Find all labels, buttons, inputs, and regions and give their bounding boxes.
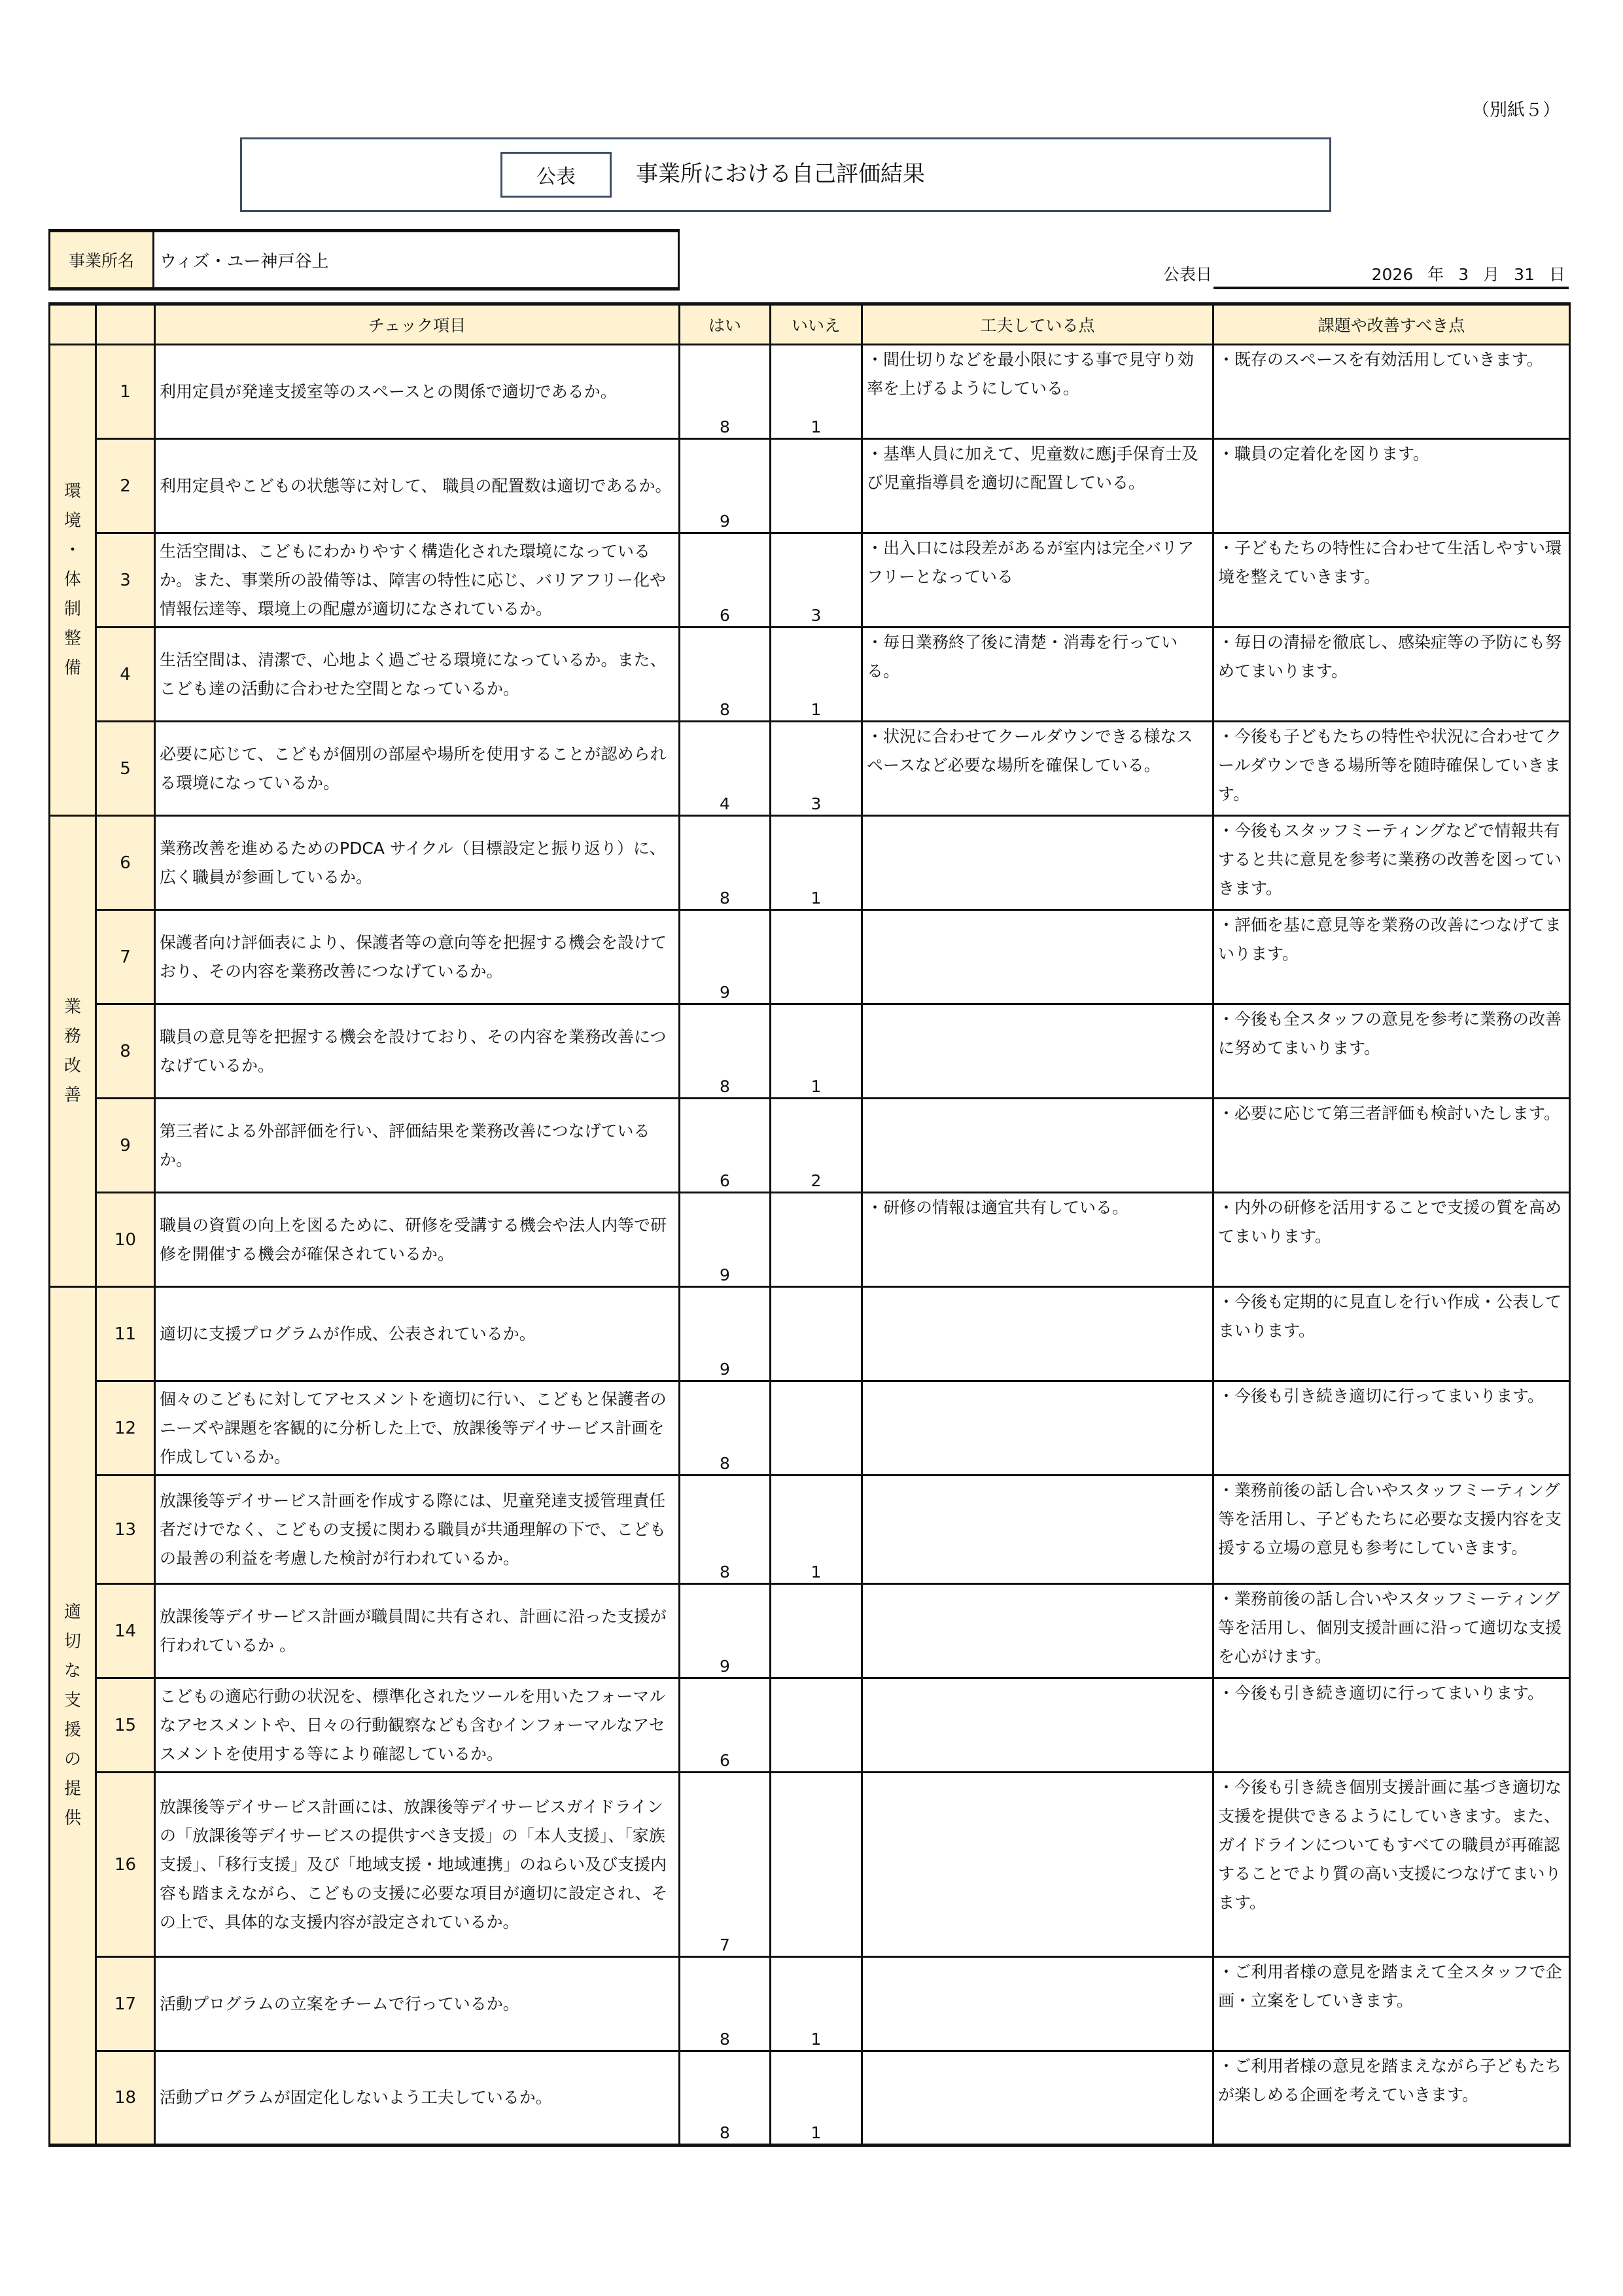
publish-day: 31 [1514,265,1535,284]
category-header [50,304,96,345]
check-item: 生活空間は、こどもにわかりやすく構造化された環境になっているか。また、事業所の設備等は、障害の特性に応じ、バリアフリー化や情報伝達等、環境上の配慮が適切になされているか。 [155,533,680,627]
category-char: 環 [63,482,81,501]
table-row [50,1475,1570,1584]
yes-count: 6 [680,533,771,627]
check-item: 業務改善を進めるためのPDCA サイクル（目標設定と振り返り）に、広く職員が参画しているか。 [155,816,680,910]
efforts-cell [862,1381,1213,1475]
check-item: 生活空間は、清潔で、心地よく過ごせる環境になっているか。また、こども達の活動に合わせた空間となっているか。 [155,627,680,722]
issues-cell: ・既存のスペースを有効活用していきます。 [1213,345,1570,439]
category-char: 備 [63,658,81,678]
yes-count: 9 [680,439,771,533]
no-count: 1 [771,1475,862,1584]
yes-count: 8 [680,816,771,910]
efforts-cell [862,1773,1213,1957]
category-char: 体 [63,570,81,590]
page-title: 事業所における自己評価結果 [636,161,925,187]
attachment-label: （別紙５） [1472,100,1560,120]
efforts-cell: ・間仕切りなどを最小限にする事で見守り効率を上げるようにしている。 [862,345,1213,439]
no-count: 1 [771,1004,862,1099]
issues-cell: ・ご利用者様の意見を踏まえながら子どもたちが楽しめる企画を考えていきます。 [1213,2051,1570,2146]
row-number: 18 [96,2051,155,2146]
self-evaluation-table [48,302,1571,2147]
no-count: 1 [771,816,862,910]
issues-cell: ・子どもたちの特性に合わせて生活しやすい環境を整えていきます。 [1213,533,1570,627]
issues-cell: ・今後も全スタッフの意見を参考に業務の改善に努めてまいります。 [1213,1004,1570,1099]
table-row [50,2051,1570,2146]
check-item: 利用定員が発達支援室等のスペースとの関係で適切であるか。 [155,345,680,439]
row-number: 16 [96,1773,155,1957]
publish-month-unit: 月 [1483,265,1500,284]
row-number: 14 [96,1584,155,1678]
efforts-cell [862,816,1213,910]
number-header [96,304,155,345]
table-header-row [50,304,1570,345]
no-count [771,1773,862,1957]
table-row [50,1099,1570,1193]
category-char: 切 [63,1632,81,1651]
issues-cell: ・今後もスタッフミーティングなどで情報共有すると共に意見を参考に業務の改善を図っていきます。 [1213,816,1570,910]
issues-cell: ・内外の研修を活用することで支援の質を高めてまいります。 [1213,1193,1570,1287]
no-count [771,1678,862,1773]
issues-cell: ・職員の定着化を図ります。 [1213,439,1570,533]
issues-cell: ・評価を基に意見等を業務の改善につなげてまいります。 [1213,910,1570,1004]
category-char: の [63,1750,81,1769]
no-count [771,910,862,1004]
category-char: 供 [63,1809,81,1828]
issues-cell: ・業務前後の話し合いやスタッフミーティング等を活用し、子どもたちに必要な支援内容を支援する立場の意見も参考にしていきます。 [1213,1475,1570,1584]
no-count [771,1193,862,1287]
efforts-cell: ・基準人員に加えて、児童数に應j手保育士及び児童指導員を適切に配置している。 [862,439,1213,533]
check-item: こどもの適応行動の状況を、標準化されたツールを用いたフォーマルなアセスメントや、日々の行動観察なども含むインフォーマルなアセスメントを使用する等により確認しているか。 [155,1678,680,1773]
efforts-cell [862,910,1213,1004]
table-row [50,1287,1570,1381]
table-row [50,1584,1570,1678]
row-number: 9 [96,1099,155,1193]
category-char: 善 [63,1085,81,1105]
yes-count: 8 [680,1381,771,1475]
no-count [771,1287,862,1381]
efforts-cell [862,1678,1213,1773]
no-count [771,439,862,533]
category-char: 制 [63,599,81,619]
yes-count: 8 [680,345,771,439]
table-row [50,1773,1570,1957]
no-count: 3 [771,533,862,627]
publish-date [1213,262,1565,285]
check-item: 活動プログラムが固定化しないよう工夫しているか。 [155,2051,680,2146]
check-item-header: チェック項目 [155,304,680,345]
efforts-header: 工夫している点 [862,304,1213,345]
table-row [50,1004,1570,1099]
table-row [50,1193,1570,1287]
category-char: 支 [63,1691,81,1710]
no-header: いいえ [771,304,862,345]
issues-cell: ・ご利用者様の意見を踏まえて全スタッフで企画・立案をしていきます。 [1213,1957,1570,2051]
publish-date-underline [1213,287,1569,289]
category-char: 整 [63,629,81,648]
no-count [771,1381,862,1475]
issues-cell: ・業務前後の話し合いやスタッフミーティング等を活用し、個別支援計画に沿って適切な支援を心がけます。 [1213,1584,1570,1678]
category-cell [50,816,96,1287]
publish-month: 3 [1458,265,1469,284]
efforts-cell: ・毎日業務終了後に清楚・消毒を行っている。 [862,627,1213,722]
efforts-cell [862,2051,1213,2146]
no-count: 3 [771,722,862,816]
efforts-cell: ・状況に合わせてクールダウンできる様なスペースなど必要な場所を確保している。 [862,722,1213,816]
publish-badge: 公表 [500,152,612,198]
category-cell [50,345,96,816]
check-item: 活動プログラムの立案をチームで行っているか。 [155,1957,680,2051]
no-count [771,1584,862,1678]
yes-count: 9 [680,1193,771,1287]
no-count: 1 [771,345,862,439]
efforts-cell [862,1584,1213,1678]
table-row [50,910,1570,1004]
check-item: 個々のこどもに対してアセスメントを適切に行い、こどもと保護者のニーズや課題を客観的に分析した上で、放課後等デイサービス計画を作成しているか。 [155,1381,680,1475]
check-item: 職員の資質の向上を図るために、研修を受講する機会や法人内等で研修を開催する機会が確保されているか。 [155,1193,680,1287]
category-char: ・ [63,540,81,560]
category-char: 務 [63,1026,81,1046]
yes-count: 8 [680,1957,771,2051]
table-row [50,627,1570,722]
category-char: な [63,1661,81,1681]
row-number: 15 [96,1678,155,1773]
row-number: 12 [96,1381,155,1475]
efforts-cell: ・研修の情報は適宜共有している。 [862,1193,1213,1287]
yes-count: 6 [680,1099,771,1193]
row-number: 5 [96,722,155,816]
check-item: 放課後等デイサービス計画には、放課後等デイサービスガイドラインの「放課後等デイサービスの提供すべき支援」の「本人支援」、「家族支援」、「移行支援」及び「地域支援・地域連携」のねらい及び支援内容も踏まえながら、こどもの支援に必要な項目が適切に設定され、その上で、具体的な支援内容が設定されているか。 [155,1773,680,1957]
no-count: 1 [771,2051,862,2146]
row-number: 13 [96,1475,155,1584]
row-number: 10 [96,1193,155,1287]
publish-year: 2026 [1371,265,1414,284]
issues-cell: ・今後も引き続き適切に行ってまいります。 [1213,1678,1570,1773]
table-row [50,1957,1570,2051]
check-item: 必要に応じて、こどもが個別の部屋や場所を使用することが認められる環境になっているか。 [155,722,680,816]
category-char: 業 [63,997,81,1017]
efforts-cell [862,1004,1213,1099]
check-item: 第三者による外部評価を行い、評価結果を業務改善につなげているか。 [155,1099,680,1193]
yes-count: 9 [680,910,771,1004]
publish-date-label: 公表日 [1163,265,1213,284]
category-char: 改 [63,1055,81,1076]
row-number: 1 [96,345,155,439]
issues-cell: ・今後も引き続き適切に行ってまいります。 [1213,1381,1570,1475]
issues-header: 課題や改善すべき点 [1213,304,1570,345]
row-number: 7 [96,910,155,1004]
issues-cell: ・今後も子どもたちの特性や状況に合わせてクールダウンできる場所等を随時確保していきます。 [1213,722,1570,816]
category-cell [50,1287,96,2146]
publish-year-unit: 年 [1427,265,1444,284]
check-item: 職員の意見等を把握する機会を設けており、その内容を業務改善につなげているか。 [155,1004,680,1099]
yes-count: 8 [680,1004,771,1099]
table-row [50,345,1570,439]
no-count: 1 [771,627,862,722]
efforts-cell [862,1957,1213,2051]
yes-count: 9 [680,1287,771,1381]
yes-count: 9 [680,1584,771,1678]
category-char: 適 [63,1602,81,1622]
check-item: 保護者向け評価表により、保護者等の意向等を把握する機会を設けており、その内容を業務改善につなげているか。 [155,910,680,1004]
check-item: 放課後等デイサービス計画が職員間に共有され、計画に沿った支援が行われているか 。 [155,1584,680,1678]
publish-day-unit: 日 [1548,265,1565,284]
table-row [50,816,1570,910]
office-name-value: ウィズ・ユー神戸谷上 [160,251,329,272]
row-number: 11 [96,1287,155,1381]
table-row [50,722,1570,816]
no-count: 1 [771,1957,862,2051]
efforts-cell [862,1099,1213,1193]
table-row [50,1381,1570,1475]
office-name-label: 事業所名 [50,232,154,287]
efforts-cell: ・出入口には段差があるが室内は完全バリアフリーとなっている [862,533,1213,627]
table-row [50,1678,1570,1773]
row-number: 6 [96,816,155,910]
check-item: 利用定員やこどもの状態等に対して、 職員の配置数は適切であるか。 [155,439,680,533]
office-name-box [48,229,680,291]
category-char: 提 [63,1779,81,1799]
issues-cell: ・必要に応じて第三者評価も検討いたします。 [1213,1099,1570,1193]
table-row [50,439,1570,533]
yes-count: 7 [680,1773,771,1957]
yes-count: 6 [680,1678,771,1773]
efforts-cell [862,1287,1213,1381]
category-char: 援 [63,1720,81,1740]
row-number: 17 [96,1957,155,2051]
row-number: 3 [96,533,155,627]
yes-count: 4 [680,722,771,816]
table-row [50,533,1570,627]
yes-count: 8 [680,2051,771,2146]
yes-header: はい [680,304,771,345]
issues-cell: ・今後も定期的に見直しを行い作成・公表してまいります。 [1213,1287,1570,1381]
yes-count: 8 [680,1475,771,1584]
efforts-cell [862,1475,1213,1584]
table-body [50,345,1570,2146]
check-item: 放課後等デイサービス計画を作成する際には、児童発達支援管理責任者だけでなく、こどもの支援に関わる職員が共通理解の下で、こどもの最善の利益を考慮した検討が行われているか。 [155,1475,680,1584]
yes-count: 8 [680,627,771,722]
category-char: 境 [63,511,81,531]
issues-cell: ・今後も引き続き個別支援計画に基づき適切な支援を提供できるようにしていきます。また、ガイドラインについてもすべての職員が再確認することでより質の高い支援につなげてまいります。 [1213,1773,1570,1957]
row-number: 8 [96,1004,155,1099]
issues-cell: ・毎日の清掃を徹底し、感染症等の予防にも努めてまいります。 [1213,627,1570,722]
check-item: 適切に支援プログラムが作成、公表されているか。 [155,1287,680,1381]
row-number: 2 [96,439,155,533]
no-count: 2 [771,1099,862,1193]
row-number: 4 [96,627,155,722]
